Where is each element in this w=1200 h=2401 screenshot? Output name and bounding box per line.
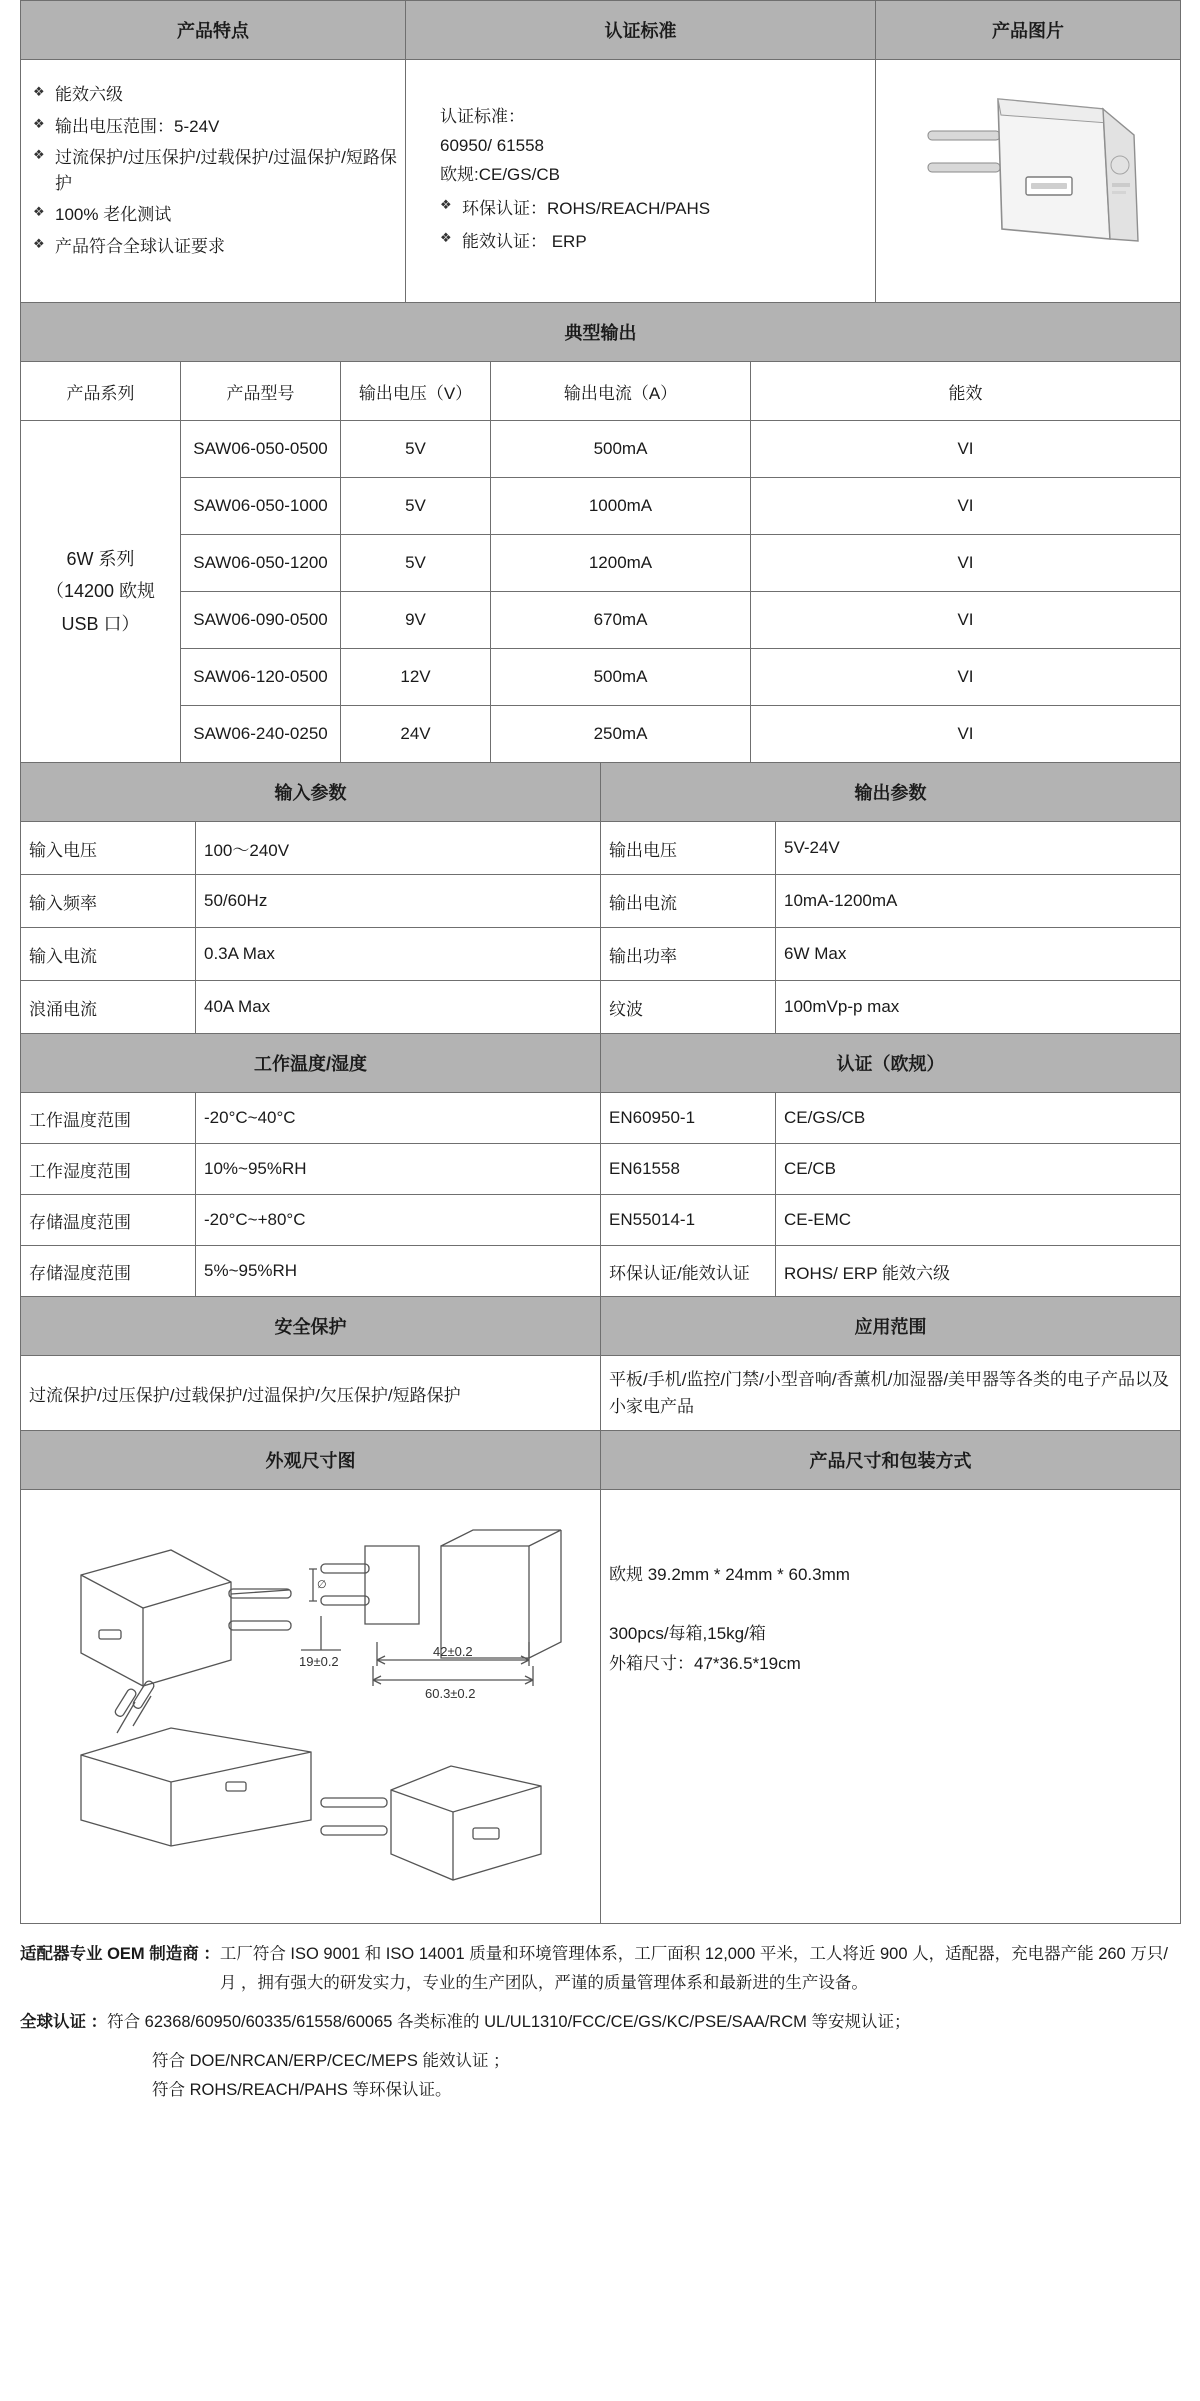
table-row (21, 1144, 1181, 1195)
env-label: 存储温度范围 (21, 1195, 196, 1246)
footer-certification-label: 全球认证 ： (20, 2012, 108, 2031)
param-label: 浪涌电流 (21, 981, 196, 1034)
typical-output-header-row (21, 362, 1181, 421)
header-safety-protection: 安全保护 (21, 1297, 601, 1356)
cell-current: 670mA (491, 592, 751, 649)
col-voltage: 输出电压（V） (341, 362, 491, 421)
list-item: ❖ 输出电压范围：5-24V (29, 114, 397, 140)
cell-model: SAW06-120-0500 (181, 649, 341, 706)
cert-standard-cell (406, 60, 876, 303)
param-value: 100mVp-p max (776, 981, 1181, 1034)
cert-standard-label: EN61558 (601, 1144, 776, 1195)
header-product-image: 产品图片 (876, 1, 1181, 60)
param-value: 10mA-1200mA (776, 875, 1181, 928)
cell-efficiency: VI (751, 478, 1181, 535)
cell-model: SAW06-050-1000 (181, 478, 341, 535)
table-row (21, 1093, 1181, 1144)
cell-model: SAW06-050-1200 (181, 535, 341, 592)
footer-certification-row (20, 2008, 1180, 2037)
list-item: ❖ 100% 老化测试 (29, 202, 397, 228)
env-label: 工作湿度范围 (21, 1144, 196, 1195)
header-cert-standard: 认证标准 (406, 1, 876, 60)
env-header-row (21, 1034, 1181, 1093)
param-label: 输入频率 (21, 875, 196, 928)
table-row (21, 822, 1181, 875)
dimension-drawing-cell (21, 1490, 601, 1924)
cell-current: 1200mA (491, 535, 751, 592)
cell-current: 500mA (491, 421, 751, 478)
drawing-header-row (21, 1431, 1181, 1490)
col-efficiency: 能效 (751, 362, 1181, 421)
param-value: 50/60Hz (196, 875, 601, 928)
cell-current: 500mA (491, 649, 751, 706)
table-row (21, 421, 1181, 478)
top-section-table (20, 0, 1181, 303)
cell-efficiency: VI (751, 535, 1181, 592)
col-series: 产品系列 (21, 362, 181, 421)
header-temp-humidity: 工作温度/湿度 (21, 1034, 601, 1093)
top-header-row (21, 1, 1181, 60)
list-item: ❖ 过流保护/过压保护/过载保护/过温保护/短路保护 (29, 145, 397, 196)
table-row (21, 535, 1181, 592)
param-value: 6W Max (776, 928, 1181, 981)
safety-application-table (20, 1296, 1181, 1431)
cert-standard-value: CE-EMC (776, 1195, 1181, 1246)
table-row (21, 928, 1181, 981)
packing-qty-text: 300pcs/每箱,15kg/箱 (609, 1623, 766, 1643)
dimension-label-height: 19±0.2 (299, 1654, 339, 1669)
product-dimension-text: 欧规 39.2mm * 24mm * 60.3mm (609, 1565, 850, 1584)
header-application-scope: 应用范围 (601, 1297, 1181, 1356)
footer-certification-sub2: 符合 ROHS/REACH/PAHS 等环保认证。 (152, 2080, 452, 2099)
table-row (21, 1246, 1181, 1297)
eu-plug-usb-charger-icon (898, 79, 1158, 279)
param-label: 输入电压 (21, 822, 196, 875)
param-label: 纹波 (601, 981, 776, 1034)
cert-standard-label: EN60950-1 (601, 1093, 776, 1144)
cert-bullet: ❖ 能效认证： ERP (436, 228, 867, 255)
table-row (21, 478, 1181, 535)
params-header-row (21, 763, 1181, 822)
top-content-row (21, 60, 1181, 303)
env-value: -20°C~40°C (196, 1093, 601, 1144)
cell-current: 1000mA (491, 478, 751, 535)
cell-current: 250mA (491, 706, 751, 763)
env-value: 10%~95%RH (196, 1144, 601, 1195)
environment-cert-table (20, 1033, 1181, 1297)
cell-efficiency: VI (751, 706, 1181, 763)
cell-efficiency: VI (751, 649, 1181, 706)
table-row (21, 592, 1181, 649)
typical-output-table (20, 302, 1181, 763)
env-label: 存储湿度范围 (21, 1246, 196, 1297)
footer-certification-sub1: 符合 DOE/NRCAN/ERP/CEC/MEPS 能效认证 ； (152, 2051, 510, 2070)
drawing-packing-table (20, 1430, 1181, 1924)
safety-header-row (21, 1297, 1181, 1356)
param-label: 输出功率 (601, 928, 776, 981)
cell-voltage: 12V (341, 649, 491, 706)
product-dimension-drawing-icon (21, 1490, 599, 1918)
cell-model: SAW06-090-0500 (181, 592, 341, 649)
safety-value: 过流保护/过压保护/过载保护/过温保护/欠压保护/短路保护 (21, 1356, 601, 1431)
header-dimension-drawing: 外观尺寸图 (21, 1431, 601, 1490)
cert-standard-value: CE/CB (776, 1144, 1181, 1195)
env-value: 5%~95%RH (196, 1246, 601, 1297)
list-item: ❖ 能效六级 (29, 82, 397, 108)
table-row (21, 649, 1181, 706)
cell-efficiency: VI (751, 421, 1181, 478)
cert-standard-label: 环保认证/能效认证 (601, 1246, 776, 1297)
cert-standard-value: CE/GS/CB (776, 1093, 1181, 1144)
footer-certification-text: 符合 62368/60950/60335/61558/60065 各类标准的 UL/UL1310/FCC/CE/GS/KC/PSE/SAA/RCM 等安规认证； (107, 2012, 911, 2031)
cell-voltage: 9V (341, 592, 491, 649)
dimension-label-length: 60.3±0.2 (425, 1686, 476, 1701)
param-value: 5V-24V (776, 822, 1181, 875)
footer-notes (20, 1940, 1180, 2104)
cert-line: 60950/ 61558 (440, 136, 544, 156)
series-cell (21, 421, 181, 763)
header-certification-eu: 认证（欧规） (601, 1034, 1181, 1093)
cell-model: SAW06-240-0250 (181, 706, 341, 763)
header-input-params: 输入参数 (21, 763, 601, 822)
param-value: 100～240V (196, 822, 601, 875)
footer-manufacturer-text: 工厂符合 ISO 9001 和 ISO 14001 质量和环境管理体系，工厂面积 12,000 平米，工人将近 900 人，适配器，充电器产能 260 万只/月 ，拥有强大的研发实力，专业的生产团队，严谨的质量管理体系和最新进的生产设备。 (219, 1945, 1168, 1992)
env-value: -20°C~+80°C (196, 1195, 601, 1246)
footer-manufacturer-label: 适配器专业 OEM 制造商 ： (20, 1945, 220, 1963)
cert-line: 欧规:CE/GS/CB (440, 165, 560, 185)
table-row (21, 981, 1181, 1034)
cert-title: 认证标准： (440, 107, 525, 127)
param-value: 40A Max (196, 981, 601, 1034)
carton-size-text: 外箱尺寸：47*36.5*19cm (609, 1654, 801, 1674)
table-row (21, 875, 1181, 928)
series-line-2: （14200 欧规 USB 口） (45, 581, 156, 634)
env-label: 工作温度范围 (21, 1093, 196, 1144)
cell-voltage: 5V (341, 421, 491, 478)
svg-text:∅: ∅ (317, 1579, 327, 1591)
footer-manufacturer-row (20, 1940, 1180, 1998)
table-row (21, 1195, 1181, 1246)
list-item: ❖ 产品符合全球认证要求 (29, 234, 397, 260)
cell-voltage: 5V (341, 535, 491, 592)
cell-voltage: 24V (341, 706, 491, 763)
dimension-label-width: 42±0.2 (433, 1644, 473, 1659)
series-line-1: 6W 系列 (66, 548, 135, 569)
header-size-packing: 产品尺寸和包装方式 (601, 1431, 1181, 1490)
cell-voltage: 5V (341, 478, 491, 535)
cert-standard-block (436, 103, 867, 255)
features-list (29, 82, 397, 259)
cert-standard-value: ROHS/ ERP 能效六级 (776, 1246, 1181, 1297)
typical-output-title: 典型输出 (21, 303, 1181, 362)
parameters-table (20, 762, 1181, 1034)
col-model: 产品型号 (181, 362, 341, 421)
header-product-features: 产品特点 (21, 1, 406, 60)
param-label: 输出电压 (601, 822, 776, 875)
col-current: 输出电流（A） (491, 362, 751, 421)
cert-bullet: ❖ 环保认证：ROHS/REACH/PAHS (436, 195, 867, 222)
param-value: 0.3A Max (196, 928, 601, 981)
features-cell (21, 60, 406, 303)
param-label: 输出电流 (601, 875, 776, 928)
table-row (21, 1356, 1181, 1431)
typical-output-title-row (21, 303, 1181, 362)
packing-info-cell (601, 1490, 1181, 1924)
application-value: 平板/手机/监控/门禁/小型音响/香薰机/加湿器/美甲器等各类的电子产品以及小家电产品 (601, 1356, 1181, 1431)
cell-efficiency: VI (751, 592, 1181, 649)
table-row (21, 706, 1181, 763)
cert-standard-label: EN55014-1 (601, 1195, 776, 1246)
product-photo-cell (876, 60, 1181, 303)
param-label: 输入电流 (21, 928, 196, 981)
cell-model: SAW06-050-0500 (181, 421, 341, 478)
header-output-params: 输出参数 (601, 763, 1181, 822)
table-row (21, 1490, 1181, 1924)
